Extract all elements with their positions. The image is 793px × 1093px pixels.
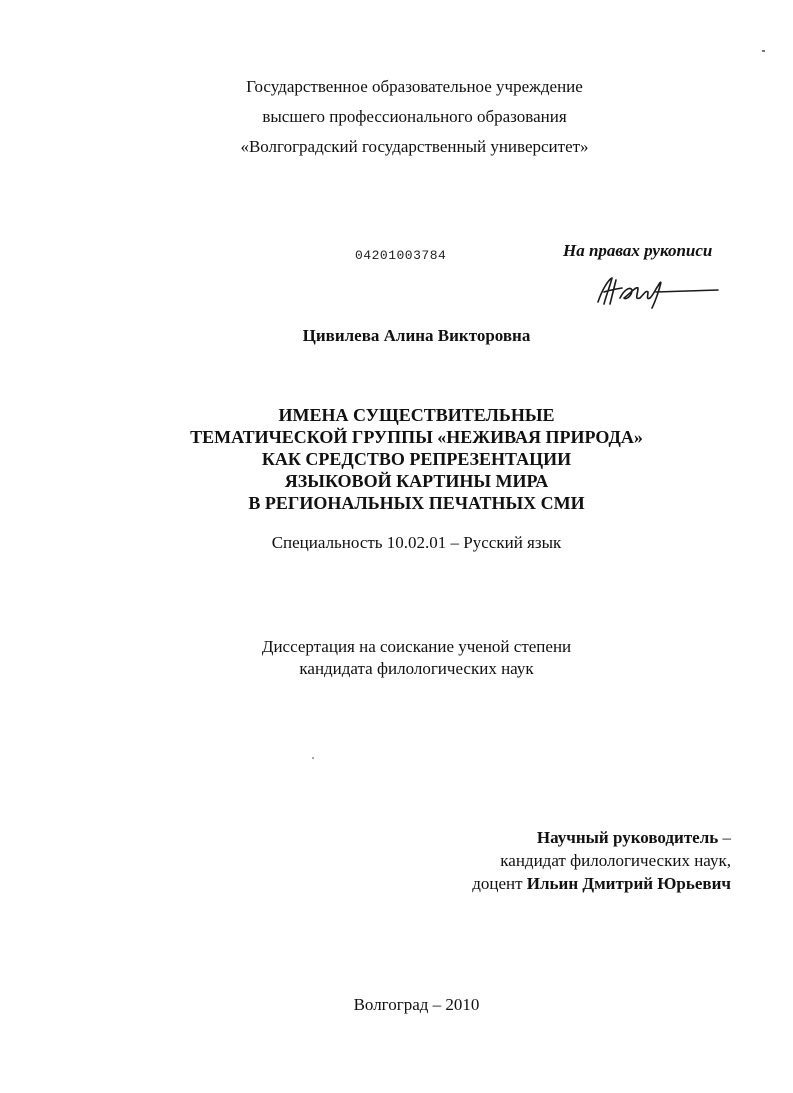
author-name: Цивилева Алина Викторовна (302, 326, 531, 345)
institution-line-2: высшего профессионального образования (262, 107, 567, 126)
supervisor-dash: – (718, 828, 731, 847)
scan-mark (762, 50, 765, 52)
supervisor-title: доцент (472, 874, 523, 893)
title-line-4: ЯЗЫКОВОЙ КАРТИНЫ МИРА (284, 471, 549, 491)
degree-statement (0, 636, 793, 680)
institution-line-3: «Волгоградский государственный университет» (240, 137, 589, 156)
city-year: Волгоград – 2010 (353, 995, 480, 1014)
title-line-1: ИМЕНА СУЩЕСТВИТЕЛЬНЫЕ (278, 405, 555, 425)
supervisor-block (472, 826, 731, 895)
dissertation-title (0, 404, 793, 514)
title-line-2: ТЕМАТИЧЕСКОЙ ГРУППЫ «НЕЖИВАЯ ПРИРОДА» (190, 427, 643, 447)
supervisor-degree: кандидат филологических наук, (500, 851, 731, 870)
degree-line-2: кандидата филологических наук (299, 659, 534, 678)
title-line-5: В РЕГИОНАЛЬНЫХ ПЕЧАТНЫХ СМИ (248, 493, 585, 513)
document-number: 04201003784 (355, 248, 447, 263)
manuscript-rights-label: На правах рукописи (563, 241, 713, 260)
scan-speck (312, 757, 314, 759)
supervisor-name-line (472, 872, 731, 895)
institution-block (18, 72, 793, 162)
supervisor-name: Ильин Дмитрий Юрьевич (526, 874, 731, 893)
degree-line-1: Диссертация на соискание ученой степени (261, 637, 572, 656)
supervisor-label: Научный руководитель (536, 828, 719, 847)
supervisor-heading (472, 826, 731, 849)
institution-line-1: Государственное образовательное учреждение (246, 77, 583, 96)
title-line-3: КАК СРЕДСТВО РЕПРЕЗЕНТАЦИИ (261, 449, 572, 469)
specialty: Специальность 10.02.01 – Русский язык (271, 533, 562, 552)
handwritten-signature (590, 272, 720, 312)
